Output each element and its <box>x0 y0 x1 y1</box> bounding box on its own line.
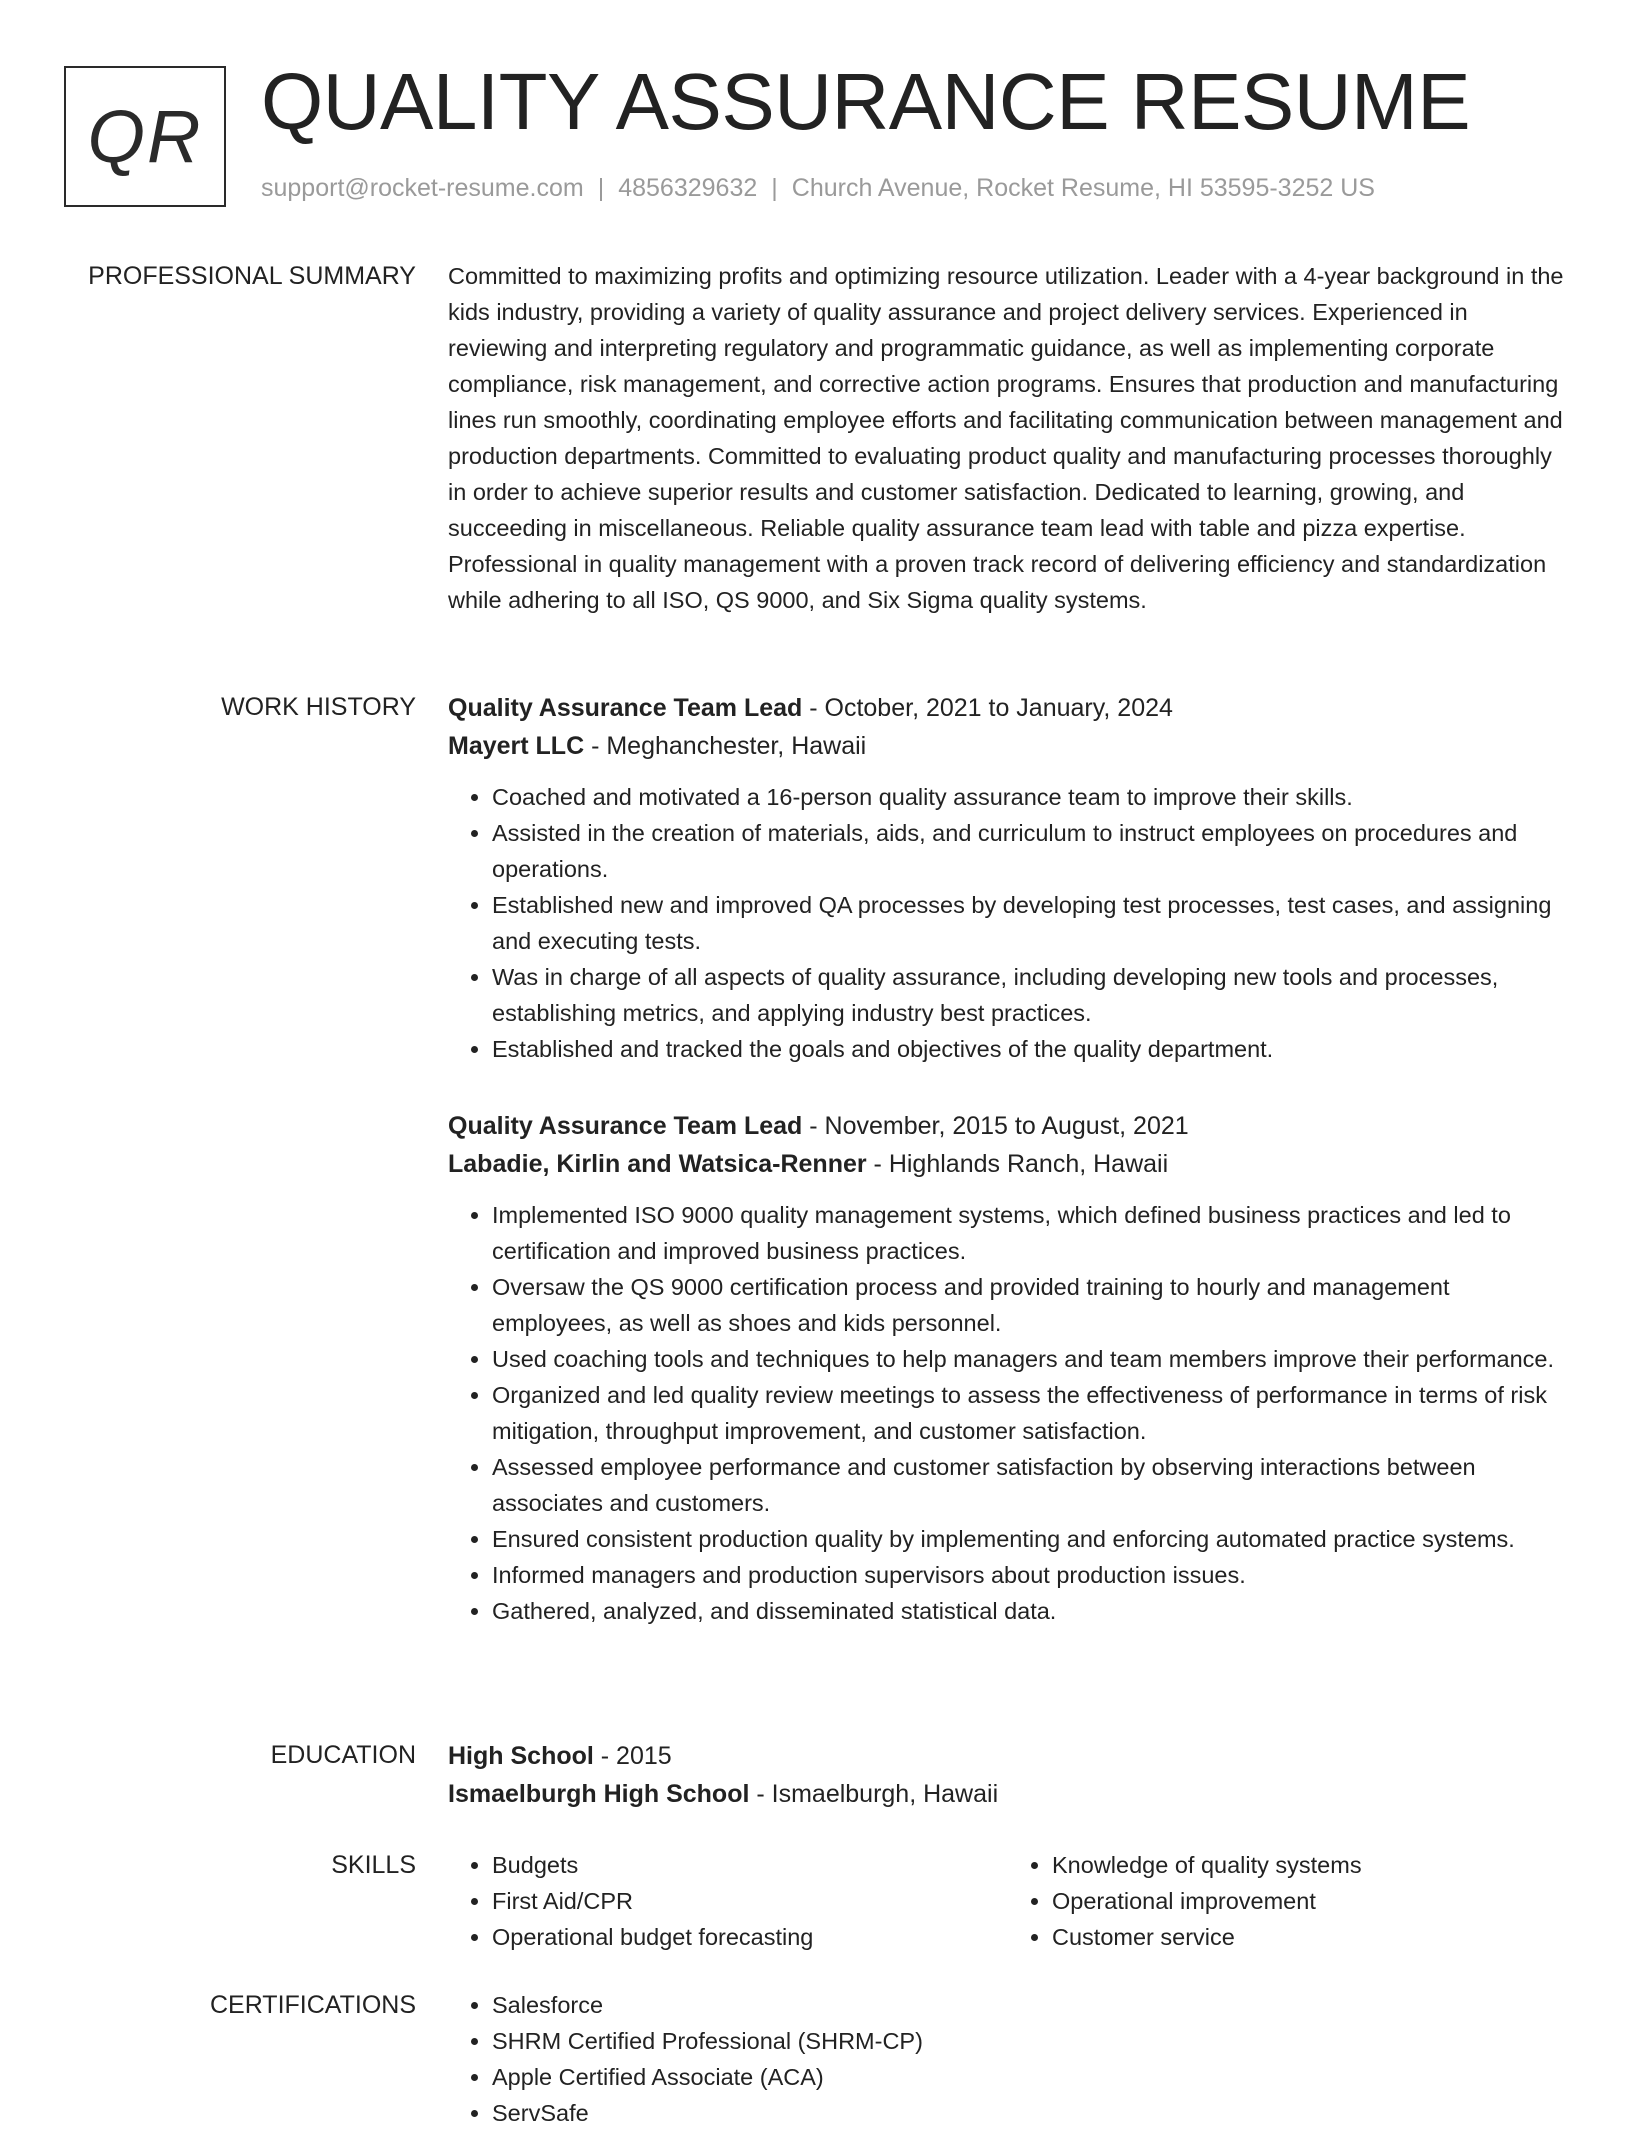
certification-item: • Apple Certified Associate (ACA) <box>492 2059 1568 2095</box>
skill-item: • Operational improvement <box>1052 1883 1568 1919</box>
job-bullet: • Assessed employee performance and customer satisfaction by observing interactions between associates and customers. <box>492 1449 1568 1521</box>
monogram-initials: QR <box>87 95 203 178</box>
job-title-line <box>448 1107 1568 1145</box>
job-location: - Meghanchester, Hawaii <box>584 732 867 760</box>
job-bullet: • Coached and motivated a 16-person quality assurance team to improve their skills. <box>492 779 1568 815</box>
job-entry <box>448 689 1568 1067</box>
job-bullet: • Implemented ISO 9000 quality management systems, which defined business practices and led to certification and improved business practices. <box>492 1197 1568 1269</box>
job-location: - Highlands Ranch, Hawaii <box>866 1150 1169 1178</box>
education-year: - 2015 <box>593 1742 672 1770</box>
job-bullet: • Organized and led quality review meetings to assess the effectiveness of performance in terms of risk mitigation, throughput improvement, and customer satisfaction. <box>492 1377 1568 1449</box>
contact-separator: | <box>597 174 605 202</box>
summary-text: Committed to maximizing profits and optimizing resource utilization. Leader with a 4-year background in the kids industry, providing a variety of quality assurance and project delivery services. Experienced in reviewing and interpreting regulatory and programmatic guidance, as well as implementing corporate compliance, risk management, and corrective action programs. Ensures that production and manufacturing lines run smoothly, coordinating employee efforts and facilitating communication between management and production departments. Committed to evaluating product quality and manufacturing processes thoroughly in order to achieve superior results and customer satisfaction. Dedicated to learning, growing, and succeeding in miscellaneous. Reliable quality assurance team lead with table and pizza expertise. Professional in quality management with a proven track record of delivering efficiency and standardization while adhering to all ISO, QS 9000, and Six Sigma quality systems. <box>448 263 1564 613</box>
certification-item: • Salesforce <box>492 1987 1568 2023</box>
education-degree-line <box>448 1737 1568 1775</box>
contact-email: support@rocket-resume.com <box>261 174 584 202</box>
job-bullet: • Ensured consistent production quality by implementing and enforcing automated practice systems. <box>492 1521 1568 1557</box>
job-employer: Mayert LLC <box>448 732 585 760</box>
job-bullet: • Was in charge of all aspects of quality assurance, including developing new tools and processes, establishing metrics, and applying industry best practices. <box>492 959 1568 1031</box>
certifications-heading: CERTIFICATIONS <box>209 1991 416 2019</box>
contact-address: Church Avenue, Rocket Resume, HI 53595-3252 US <box>791 174 1375 202</box>
job-bullet: • Assisted in the creation of materials, aids, and curriculum to instruct employees on procedures and operations. <box>492 815 1568 887</box>
skills-heading: SKILLS <box>331 1851 416 1879</box>
summary-heading: PROFESSIONAL SUMMARY <box>88 262 416 290</box>
job-bullet: • Gathered, analyzed, and disseminated statistical data. <box>492 1593 1568 1629</box>
skills-body <box>448 1847 1568 1955</box>
job-position: Quality Assurance Team Lead <box>448 694 803 722</box>
job-entry <box>448 1107 1568 1629</box>
skill-item: • First Aid/CPR <box>492 1883 1008 1919</box>
certifications-body <box>448 1987 1568 2131</box>
work-history-heading: WORK HISTORY <box>221 693 416 721</box>
education-location: - Ismaelburgh, Hawaii <box>749 1780 999 1808</box>
summary-body <box>448 258 1568 618</box>
monogram-box <box>64 66 226 207</box>
job-bullets <box>448 1197 1568 1629</box>
certification-item: • ServSafe <box>492 2095 1568 2131</box>
job-title-line <box>448 689 1568 727</box>
work-history-body <box>448 689 1568 1629</box>
skill-item: • Operational budget forecasting <box>492 1919 1008 1955</box>
job-bullet: • Used coaching tools and techniques to help managers and team members improve their performance. <box>492 1341 1568 1377</box>
education-school-line <box>448 1775 1568 1813</box>
contact-separator: | <box>771 174 778 202</box>
job-employer-line <box>448 1145 1568 1183</box>
skills-list-right <box>1008 1847 1568 1955</box>
job-bullets <box>448 779 1568 1067</box>
job-position: Quality Assurance Team Lead <box>448 1112 803 1140</box>
certification-item: • SHRM Certified Professional (SHRM-CP) <box>492 2023 1568 2059</box>
education-school: Ismaelburgh High School <box>448 1780 750 1808</box>
contact-line <box>261 174 1375 203</box>
education-body <box>448 1737 1568 1813</box>
job-employer-line <box>448 727 1568 765</box>
education-heading: EDUCATION <box>270 1741 416 1769</box>
job-bullet: • Established new and improved QA processes by developing test processes, test cases, and assigning and executing tests. <box>492 887 1568 959</box>
skill-item: • Budgets <box>492 1847 1008 1883</box>
skills-columns <box>448 1847 1568 1955</box>
skill-item: • Knowledge of quality systems <box>1052 1847 1568 1883</box>
job-dates: - October, 2021 to January, 2024 <box>802 694 1173 722</box>
job-employer: Labadie, Kirlin and Watsica-Renner <box>448 1150 867 1178</box>
job-bullet: • Established and tracked the goals and objectives of the quality department. <box>492 1031 1568 1067</box>
education-degree: High School <box>448 1742 594 1770</box>
resume-name: QUALITY ASSURANCE RESUME <box>261 57 1471 146</box>
contact-phone: 4856329632 <box>618 174 758 202</box>
skills-list-left <box>448 1847 1008 1955</box>
skill-item: • Customer service <box>1052 1919 1568 1955</box>
certifications-list <box>448 1987 1568 2131</box>
job-bullet: • Oversaw the QS 9000 certification process and provided training to hourly and management employees, as well as shoes and kids personnel. <box>492 1269 1568 1341</box>
job-dates: - November, 2015 to August, 2021 <box>802 1112 1189 1140</box>
job-bullet: • Informed managers and production supervisors about production issues. <box>492 1557 1568 1593</box>
